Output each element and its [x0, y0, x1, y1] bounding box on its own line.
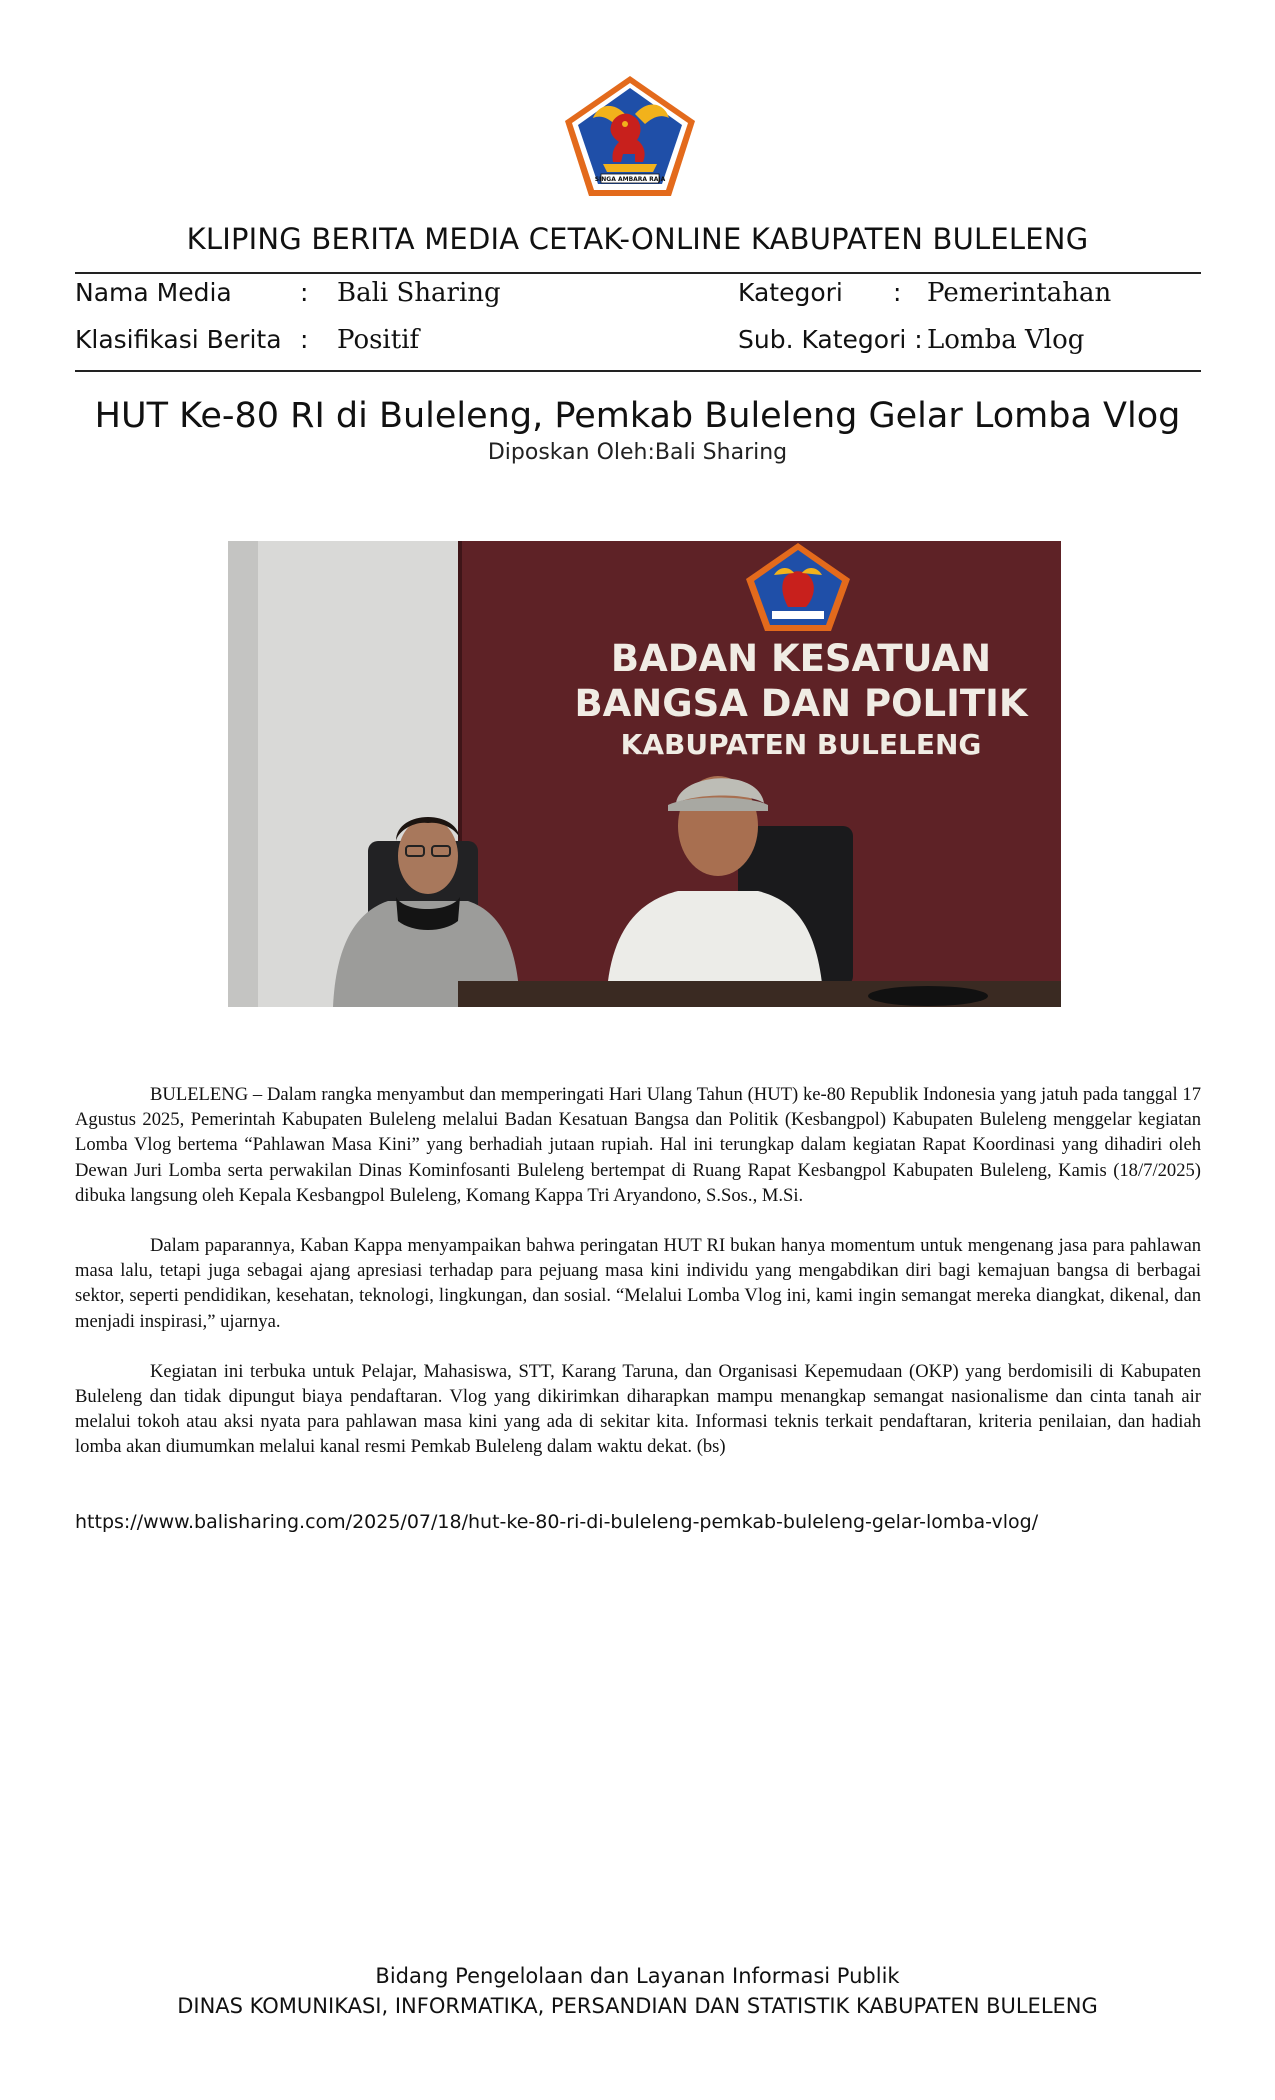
- source-url-link[interactable]: https://www.balisharing.com/2025/07/18/hut-ke-80-ri-di-buleleng-pemkab-buleleng-gelar-lomba-vlog/: [75, 1511, 1039, 1533]
- subcategory-label: Sub. Kategori :: [738, 325, 923, 354]
- category-colon: :: [893, 278, 902, 307]
- sign-line-3: KABUPATEN BULELENG: [620, 728, 982, 761]
- footer-division: Bidang Pengelolaan dan Layanan Informasi Publik: [375, 1964, 900, 1988]
- media-name-label: Nama Media: [75, 278, 232, 307]
- category-value: Pemerintahan: [927, 278, 1112, 308]
- classification-value: Positif: [337, 325, 420, 355]
- article-body: [75, 1082, 1201, 1485]
- article-paragraph-1: BULELENG – Dalam rangka menyambut dan memperingati Hari Ulang Tahun (HUT) ke-80 Republik Indonesia yang jatuh pada tanggal 17 Agustus 2025, Pemerintah Kabupaten Buleleng melalui Badan Kesatuan Bangsa dan Politik (Kesbangpol) Kabupaten Buleleng menggelar kegiatan Lomba Vlog bertema “Pahlawan Masa Kini” yang berhadiah jutaan rupiah. Hal ini terungkap dalam kegiatan Rapat Koordinasi yang dihadiri oleh Dewan Juri Lomba serta perwakilan Dinas Kominfosanti Buleleng bertempat di Ruang Rapat Kesbangpol Kabupaten Buleleng, Kamis (18/7/2025) dibuka langsung oleh Kepala Kesbangpol Buleleng, Komang Kappa Tri Aryandono, S.Sos., M.Si.: [75, 1084, 1201, 1206]
- meta-row-classification: [75, 325, 1201, 365]
- buleleng-emblem-logo: [563, 74, 697, 200]
- article-photo: [228, 541, 1061, 1007]
- media-name-value: Bali Sharing: [337, 278, 501, 308]
- category-label: Kategori: [738, 278, 843, 307]
- article-paragraph-2: Dalam paparannya, Kaban Kappa menyampaikan bahwa peringatan HUT RI bukan hanya momentum untuk mengenang jasa para pahlawan masa lalu, tetapi juga sebagai ajang apresiasi terhadap para pejuang masa kini individu yang mengabdikan diri bagi kemajuan bangsa di berbagai sektor, seperti pendidikan, kesehatan, teknologi, lingkungan, dan sosial. “Melalui Lomba Vlog ini, kami ingin semangat mereka diangkat, dikenal, dan menjadi inspirasi,” ujarnya.: [75, 1235, 1201, 1332]
- header-top-rule: [75, 272, 1201, 274]
- sign-line-2: BANGSA DAN POLITIK: [574, 682, 1028, 725]
- clipping-header-title: KLIPING BERITA MEDIA CETAK-ONLINE KABUPATEN BULELENG: [186, 222, 1089, 256]
- sign-line-1: BADAN KESATUAN: [610, 637, 992, 680]
- article-byline: Diposkan Oleh:Bali Sharing: [487, 440, 788, 465]
- article-headline: HUT Ke-80 RI di Buleleng, Pemkab Buleleng Gelar Lomba Vlog: [94, 396, 1181, 436]
- emblem-motto: SINGA AMBARA RAJA: [594, 176, 666, 183]
- footer-agency: DINAS KOMUNIKASI, INFORMATIKA, PERSANDIAN DAN STATISTIK KABUPATEN BULELENG: [177, 1994, 1098, 2018]
- classification-label: Klasifikasi Berita: [75, 325, 282, 354]
- subcategory-value: Lomba Vlog: [927, 325, 1085, 355]
- media-name-colon: :: [300, 278, 309, 307]
- classification-colon: :: [300, 325, 309, 354]
- meta-row-media: [75, 278, 1201, 318]
- article-paragraph-3: Kegiatan ini terbuka untuk Pelajar, Mahasiswa, STT, Karang Taruna, dan Organisasi Kepemudaan (OKP) yang berdomisili di Kabupaten Buleleng dan tidak dipungut biaya pendaftaran. Vlog yang dikirimkan diharapkan mampu menangkap semangat nasionalisme dan cinta tanah air melalui tokoh atau aksi nyata para pahlawan masa kini yang ada di sekitar kita. Informasi teknis terkait pendaftaran, kriteria penilaian, dan hadiah lomba akan diumumkan melalui kanal resmi Pemkab Buleleng dalam waktu dekat. (bs): [75, 1360, 1201, 1458]
- header-bottom-rule: [75, 370, 1201, 372]
